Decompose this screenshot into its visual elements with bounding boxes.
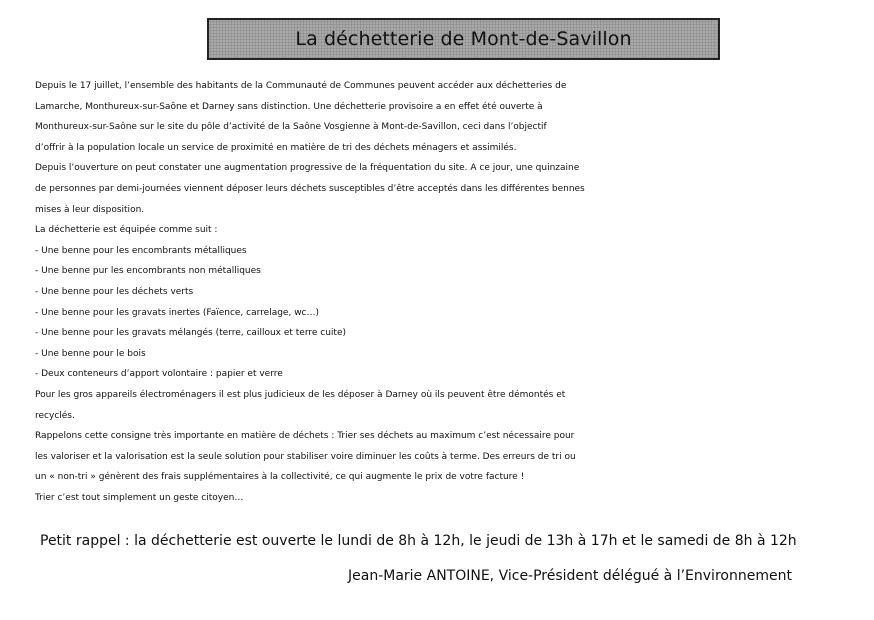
text-line: d’offrir à la population locale un service de proximité en matière de tri des déchets ménagers et assimilés.	[35, 142, 517, 153]
list-item: - Deux conteneurs d’apport volontaire : papier et verre	[35, 369, 283, 380]
list-item: - Une benne pour le bois	[35, 348, 146, 359]
text-line: Trier c’est tout simplement un geste citoyen…	[35, 492, 244, 503]
page-title: La déchetterie de Mont-de-Savillon	[295, 28, 632, 50]
title-banner	[207, 18, 720, 60]
article-body	[35, 76, 865, 552]
list-item: - Une benne pour les encombrants métalliques	[35, 245, 247, 256]
list-item: - Une benne pour les déchets verts	[35, 286, 194, 297]
list-item: - Une benne pour les gravats inertes (Faïence, carrelage, wc…)	[35, 307, 320, 318]
text-line: mises à leur disposition.	[35, 204, 145, 215]
attendance-paragraph	[35, 158, 865, 220]
text-line: Pour les gros appareils électroménagers il est plus judicieux de les déposer à Darney où ils peuvent être démontés et	[35, 389, 566, 400]
list-item: - Une benne pur les encombrants non métalliques	[35, 266, 261, 277]
text-line: Rappelons cette consigne très importante en matière de déchets : Trier ses déchets au maximum c’est nécessaire pour	[35, 431, 575, 442]
text-line: les valoriser et la valorisation est la seule solution pour stabiliser voire diminuer les coûts à terme. Des erreurs de tri ou	[35, 451, 576, 462]
text-line: Depuis le 17 juillet, l’ensemble des habitants de la Communauté de Communes peuvent accéder aux déchetteries de	[35, 81, 567, 91]
text-line: recyclés.	[35, 410, 75, 421]
equipment-intro: La déchetterie est équipée comme suit :	[35, 225, 218, 236]
sorting-paragraph	[35, 426, 865, 508]
list-item: - Une benne pour les gravats mélangés (terre, cailloux et terre cuite)	[35, 328, 347, 339]
equipment-list	[35, 241, 865, 385]
appliances-paragraph	[35, 385, 865, 426]
text-line: Monthureux-sur-Saône sur le site du pôle d’activité de la Saône Vosgienne à Mont-de-Savillon, ceci dans l’objectif	[35, 122, 547, 133]
spacer	[35, 508, 865, 531]
text-line: Lamarche, Monthureux-sur-Saône et Darney sans distinction. Une déchetterie provisoire a en effet été ouverte à	[35, 101, 543, 112]
intro-paragraph	[35, 76, 865, 158]
text-line: un « non-tri » génèrent des frais supplémentaires à la collectivité, ce qui augmente le prix de votre facture !	[35, 472, 525, 483]
text-line: de personnes par demi-journées viennent déposer leurs déchets susceptibles d’être acceptés dans les différentes bennes	[35, 183, 585, 194]
text-line: Depuis l’ouverture on peut constater une augmentation progressive de la fréquentation du site. A ce jour, une quinzaine	[35, 163, 580, 174]
signature: Jean-Marie ANTOINE, Vice-Président délégué à l’Environnement	[348, 568, 792, 584]
opening-hours-reminder: Petit rappel : la déchetterie est ouverte le lundi de 8h à 12h, le jeudi de 13h à 17h et le samedi de 8h à 12h	[40, 533, 797, 550]
